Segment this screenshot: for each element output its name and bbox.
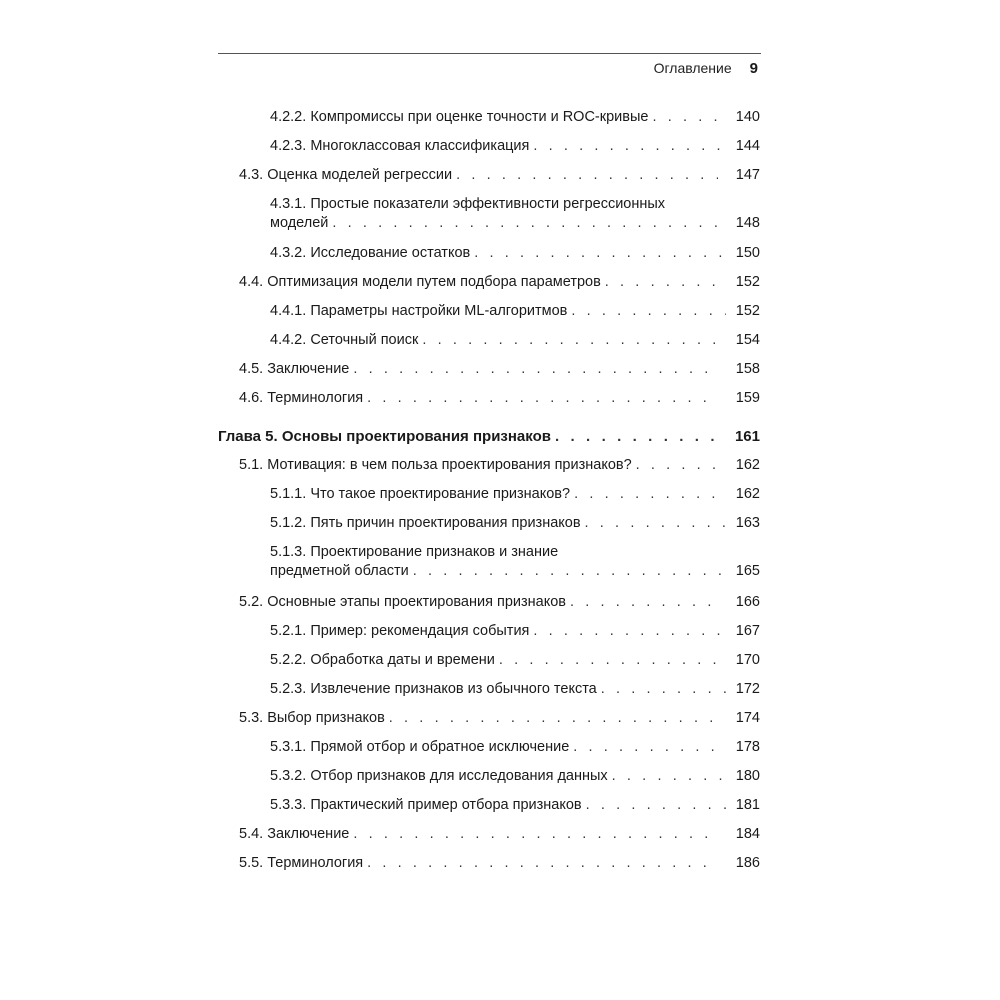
dot-leader xyxy=(612,767,726,786)
dot-leader xyxy=(533,137,726,156)
toc-entry-page: 166 xyxy=(735,594,760,610)
dot-leader xyxy=(456,166,718,185)
toc-entry-page: 158 xyxy=(735,361,760,377)
toc-entry-title: Оценка моделей регрессии xyxy=(267,167,453,183)
toc-entry[interactable] xyxy=(270,108,760,127)
toc-entry[interactable] xyxy=(270,622,760,641)
toc-entry[interactable] xyxy=(239,389,760,408)
toc-entry-number: 5.2.3. xyxy=(270,681,307,697)
toc-entry-title: Извлечение признаков из обычного текста xyxy=(310,681,597,697)
toc-entry[interactable] xyxy=(270,680,760,699)
dot-leader xyxy=(353,360,718,379)
dot-leader xyxy=(571,302,726,321)
dot-leader xyxy=(601,680,726,699)
toc-entry[interactable] xyxy=(270,331,760,350)
toc-entry-number: 5.1.2. xyxy=(270,515,307,531)
toc-entry[interactable] xyxy=(239,825,760,844)
toc-entry-title: Проектирование признаков и знание xyxy=(310,544,559,560)
toc-entry-number: 4.2.3. xyxy=(270,138,307,154)
toc-entry-page: 147 xyxy=(735,167,760,183)
toc-entry-page: 180 xyxy=(735,768,760,784)
toc-entry-title: Практический пример отбора признаков xyxy=(310,797,582,813)
toc-entry-page: 152 xyxy=(735,303,760,319)
toc-entry-number: 5.2.1. xyxy=(270,623,307,639)
toc-entry-number: 5.3. xyxy=(239,710,264,726)
toc-entry-title: Отбор признаков для исследования данных xyxy=(310,768,608,784)
toc-entry-number: 5.1.3. xyxy=(270,544,307,560)
toc-entry-line2 xyxy=(270,562,760,581)
toc-entry-page: 152 xyxy=(735,274,760,290)
toc-entry-number: 5.3.2. xyxy=(270,768,307,784)
toc-entry-title: Заключение xyxy=(267,361,350,377)
toc-entry-number: 5.5. xyxy=(239,855,264,871)
toc-entry-title: Сеточный поиск xyxy=(310,332,419,348)
toc-entry-number: 4.3. xyxy=(239,167,264,183)
toc-entry-title: Компромиссы при оценке точности и ROC-кривые xyxy=(310,109,649,125)
toc-entry-line1 xyxy=(270,195,760,214)
dot-leader xyxy=(367,854,718,873)
dot-leader xyxy=(389,709,718,728)
dot-leader xyxy=(533,622,726,641)
toc-entry-number: 5.2.2. xyxy=(270,652,307,668)
toc-entry-number: 4.4.2. xyxy=(270,332,307,348)
toc-entry[interactable] xyxy=(270,738,760,757)
toc-entry-page: 150 xyxy=(735,245,760,261)
toc-entry[interactable] xyxy=(239,273,760,292)
toc-entry[interactable] xyxy=(239,360,760,379)
page-number: 9 xyxy=(749,60,758,77)
toc-entry-page: 161 xyxy=(734,428,760,445)
toc-entry-title: Простые показатели эффективности регрессионных xyxy=(310,196,666,212)
toc-entry-line1 xyxy=(270,543,760,562)
toc-entry-page: 165 xyxy=(735,563,760,579)
toc-entry-page: 162 xyxy=(735,457,760,473)
toc-entry-title: Терминология xyxy=(267,390,364,406)
dot-leader xyxy=(413,562,726,581)
toc-entry-page: 186 xyxy=(735,855,760,871)
toc-entry-title: Оптимизация модели путем подбора параметров xyxy=(267,274,601,290)
toc-entry-page: 159 xyxy=(735,390,760,406)
toc-entry-title: Мотивация: в чем польза проектирования признаков? xyxy=(267,457,632,473)
toc-entry[interactable] xyxy=(239,456,760,475)
toc-entry-number: 5.1. xyxy=(239,457,264,473)
toc-entry[interactable] xyxy=(270,543,760,581)
toc-chapter-entry[interactable] xyxy=(218,427,760,446)
toc-entry[interactable] xyxy=(270,137,760,156)
toc-entry-number: 5.3.3. xyxy=(270,797,307,813)
toc-entry-title: Пять причин проектирования признаков xyxy=(310,515,581,531)
toc-entry-page: 181 xyxy=(735,797,760,813)
toc-entry-page: 172 xyxy=(735,681,760,697)
toc-entry-title: Основы проектирования признаков xyxy=(281,428,551,445)
toc-entry-title: Пример: рекомендация события xyxy=(310,623,530,639)
toc-entry-number: 5.2. xyxy=(239,594,264,610)
dot-leader xyxy=(353,825,718,844)
dot-leader xyxy=(605,273,718,292)
toc-entry-page: 144 xyxy=(735,138,760,154)
toc-entry-page: 140 xyxy=(735,109,760,125)
running-header-title: Оглавление xyxy=(653,60,732,76)
dot-leader xyxy=(474,244,726,263)
toc-entry-title: Терминология xyxy=(267,855,364,871)
toc-entry[interactable] xyxy=(239,593,760,612)
toc-entry-title: Параметры настройки ML-алгоритмов xyxy=(310,303,568,319)
toc-entry-number: 4.3.2. xyxy=(270,245,307,261)
toc-entry-title: Что такое проектирование признаков? xyxy=(310,486,571,502)
toc-entry[interactable] xyxy=(270,485,760,504)
toc-entry[interactable] xyxy=(270,651,760,670)
toc-entry[interactable] xyxy=(239,709,760,728)
toc-entry-title: Прямой отбор и обратное исключение xyxy=(310,739,570,755)
dot-leader xyxy=(555,427,718,446)
toc-entry-line2 xyxy=(270,214,760,233)
toc-entry-number: 4.2.2. xyxy=(270,109,307,125)
dot-leader xyxy=(636,456,718,475)
toc-entry-number: 5.4. xyxy=(239,826,264,842)
toc-entry-title: Заключение xyxy=(267,826,350,842)
toc-entry[interactable] xyxy=(270,514,760,533)
toc-entry-title-continuation: предметной области xyxy=(270,563,409,579)
toc-entry-page: 154 xyxy=(735,332,760,348)
dot-leader xyxy=(652,108,726,127)
toc-entry-page: 163 xyxy=(735,515,760,531)
toc-entry-number: 4.3.1. xyxy=(270,196,307,212)
toc-entry-title: Основные этапы проектирования признаков xyxy=(267,594,566,610)
dot-leader xyxy=(499,651,726,670)
toc-entry-number: 5.1.1. xyxy=(270,486,307,502)
toc-entry[interactable] xyxy=(270,302,760,321)
toc-entry-title: Многоклассовая классификация xyxy=(310,138,530,154)
toc-entry[interactable] xyxy=(270,195,760,233)
toc-entry[interactable] xyxy=(239,854,760,873)
toc-entry-page: 170 xyxy=(735,652,760,668)
toc-entry-page: 174 xyxy=(735,710,760,726)
dot-leader xyxy=(573,738,726,757)
toc-entry-title: Обработка даты и времени xyxy=(310,652,495,668)
toc-entry[interactable] xyxy=(239,166,760,185)
toc-entry-number: 5.3.1. xyxy=(270,739,307,755)
toc-entry[interactable] xyxy=(270,796,760,815)
toc-entry-page: 178 xyxy=(735,739,760,755)
dot-leader xyxy=(574,485,726,504)
toc-entry-title-continuation: моделей xyxy=(270,215,329,231)
toc-entry-number: 4.4.1. xyxy=(270,303,307,319)
toc-entry-page: 162 xyxy=(735,486,760,502)
toc-entry-page: 184 xyxy=(735,826,760,842)
toc-entry-number: 4.6. xyxy=(239,390,264,406)
toc-entry[interactable] xyxy=(270,767,760,786)
dot-leader xyxy=(586,796,726,815)
toc-entry-page: 167 xyxy=(735,623,760,639)
toc-entry-title: Исследование остатков xyxy=(310,245,471,261)
toc-entry-number: Глава 5. xyxy=(218,428,278,445)
toc-entry[interactable] xyxy=(270,244,760,263)
dot-leader xyxy=(332,214,726,233)
toc-entry-page: 148 xyxy=(735,215,760,231)
toc-entry-number: 4.4. xyxy=(239,274,264,290)
toc-entry-number: 4.5. xyxy=(239,361,264,377)
toc-entry-title: Выбор признаков xyxy=(267,710,385,726)
dot-leader xyxy=(570,593,718,612)
dot-leader xyxy=(585,514,726,533)
dot-leader xyxy=(367,389,718,408)
dot-leader xyxy=(422,331,726,350)
